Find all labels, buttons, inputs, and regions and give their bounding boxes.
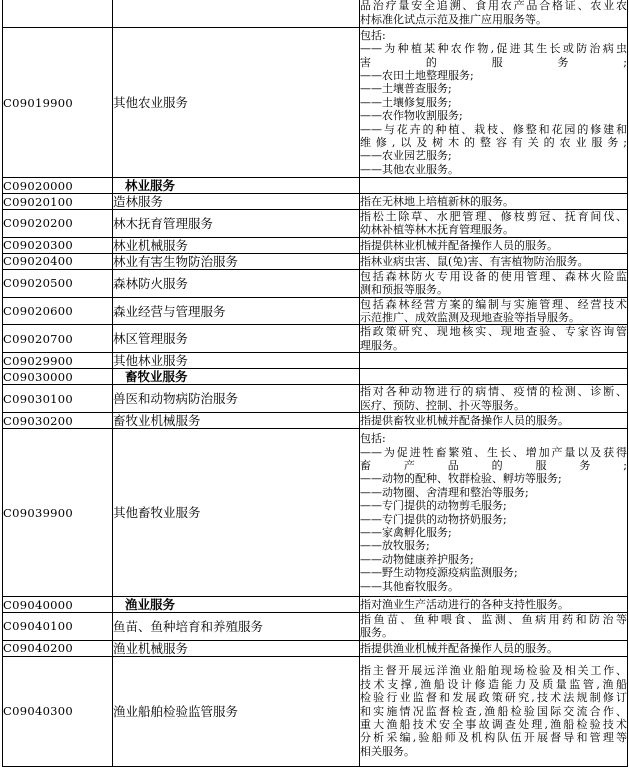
description-line: 指松土除草、水肥管理、修枝剪冠、抚育间伐、 xyxy=(360,210,627,223)
description-line: 指在无林地上培植新林的服务。 xyxy=(360,194,514,208)
description-cell xyxy=(360,210,628,238)
table-row xyxy=(3,194,628,210)
table-row xyxy=(3,656,628,766)
description-cell xyxy=(360,0,628,28)
description-line: ——动物健康养护服务; xyxy=(360,552,474,566)
table-row xyxy=(3,210,628,238)
code-cell: C09040000 xyxy=(3,597,113,613)
description-line: 检验行业监督和发展政策研究,技术法规制修订 xyxy=(360,691,627,705)
code-cell: C09030000 xyxy=(3,369,113,385)
description-cell xyxy=(360,237,628,253)
service-name-cell: 森业经营与管理服务 xyxy=(113,297,360,325)
description-line: ——专门提供的动物剪毛服务; xyxy=(360,499,507,513)
service-name-cell: 林木抚育管理服务 xyxy=(113,210,360,238)
code-cell: C09040300 xyxy=(3,656,113,766)
table-row xyxy=(3,613,628,641)
description-line: 维修,以及树木的整容有关的农业服务; xyxy=(360,136,627,150)
description-cell xyxy=(360,325,628,353)
description-line: 包括森林经营方案的编制与实施管理、经营技术 xyxy=(360,297,627,311)
service-name-cell: 鱼苗、鱼种培育和养殖服务 xyxy=(113,613,360,641)
description-line: 指提供畜牧业机械并配备操作人员的服务。 xyxy=(360,413,569,427)
code-cell: C09020400 xyxy=(3,253,113,269)
service-name-cell: 兽医和动物病防治服务 xyxy=(113,385,360,413)
code-cell: C09020500 xyxy=(3,269,113,297)
service-name-cell: 其他林业服务 xyxy=(113,353,360,369)
table-row xyxy=(3,0,628,28)
code-cell: C09030100 xyxy=(3,385,113,413)
table-row xyxy=(3,413,628,429)
code-cell: C09029900 xyxy=(3,353,113,369)
description-line: 包括: xyxy=(360,432,386,446)
table-row xyxy=(3,429,628,597)
description-line: 畜产品的服务; xyxy=(360,458,627,472)
description-line: ——动物圈、舍清理和整治等服务; xyxy=(360,485,529,499)
code-cell: C09040200 xyxy=(3,640,113,656)
category-name-cell: 林业服务 xyxy=(113,178,360,194)
description-line: ——其他畜牧服务。 xyxy=(360,579,459,593)
description-cell xyxy=(360,413,628,429)
description-line: 指政策研究、现地核实、现地查验、专家咨询管 xyxy=(360,325,627,339)
code-cell: C09020700 xyxy=(3,325,113,353)
description-line: 医疗、预防、控制、扑灭等服务。 xyxy=(360,398,525,412)
classification-table xyxy=(2,0,628,767)
description-cell xyxy=(360,613,628,641)
description-line: 指提供林业机械并配备操作人员的服务。 xyxy=(360,238,558,252)
table-row xyxy=(3,640,628,656)
description-cell xyxy=(360,640,628,656)
table-row xyxy=(3,297,628,325)
service-name-cell xyxy=(113,0,360,28)
description-line: 理服务。 xyxy=(360,338,404,352)
service-name-cell: 林业机械服务 xyxy=(113,237,360,253)
service-name-cell: 造林服务 xyxy=(113,194,360,210)
description-line: 指对渔业生产活动进行的各种支持性服务。 xyxy=(360,597,569,611)
description-line: 指主督开展远洋渔业船舶现场检验及相关工作、 xyxy=(360,664,627,678)
category-name-cell: 畜牧业服务 xyxy=(113,369,360,385)
service-name-cell: 渔业船舶检验监管服务 xyxy=(113,656,360,766)
service-name-cell: 畜牧业机械服务 xyxy=(113,413,360,429)
code-cell: C09030200 xyxy=(3,413,113,429)
category-row xyxy=(3,178,628,194)
description-line: 品治疗量安全追溯、食用农产品合格证、农业农 xyxy=(360,0,627,13)
description-line: 相关服务。 xyxy=(360,744,415,758)
description-line: ——为促进牲畜繁殖、生长、增加产量以及获得 xyxy=(360,445,627,459)
description-cell xyxy=(360,297,628,325)
description-cell xyxy=(360,656,628,766)
table-row xyxy=(3,28,628,178)
table-row xyxy=(3,253,628,269)
description-line: 幼林补植等林木抚育管理服务。 xyxy=(360,223,514,237)
description-line: ——专门提供的动物挤奶服务; xyxy=(360,512,507,526)
code-cell: C09040100 xyxy=(3,613,113,641)
code-cell: C09020300 xyxy=(3,237,113,253)
service-name-cell: 林区管理服务 xyxy=(113,325,360,353)
service-name-cell: 渔业机械服务 xyxy=(113,640,360,656)
description-line: ——农业园艺服务; xyxy=(360,149,452,163)
table-row xyxy=(3,237,628,253)
code-cell: C09020200 xyxy=(3,210,113,238)
description-cell xyxy=(360,385,628,413)
description-line: 服务。 xyxy=(360,626,393,640)
service-name-cell: 其他畜牧业服务 xyxy=(113,429,360,597)
description-cell xyxy=(360,253,628,269)
description-line: 技术支撑,渔船设计修造能力及质量监管,渔船 xyxy=(360,677,627,691)
description-line: 示范推广、成效监测及现地查验等指导服务。 xyxy=(360,311,580,325)
description-cell xyxy=(360,429,628,597)
description-line: 分析采编,验船师及机构队伍开展督导和管理等 xyxy=(360,731,627,745)
description-line: 包括森林防火专用设备的使用管理、森林火险监 xyxy=(360,269,627,283)
description-line: ——土壤修复服务; xyxy=(360,95,452,109)
description-line: 指鱼苗、鱼种喂食、监测、鱼病用药和防治等 xyxy=(360,613,627,627)
description-line: 指林业病虫害、鼠(兔)害、有害植物防治服务。 xyxy=(360,254,589,268)
description-cell xyxy=(360,269,628,297)
service-name-cell: 林业有害生物防治服务 xyxy=(113,253,360,269)
category-row xyxy=(3,597,628,613)
description-line: ——农作物收割服务; xyxy=(360,109,463,123)
description-line: 指提供渔业机械并配备操作人员的服务。 xyxy=(360,641,558,655)
code-cell: C09019900 xyxy=(3,28,113,178)
description-line: 村标准化试点示范及推广应用服务等。 xyxy=(360,12,547,26)
description-line: ——野生动物疫源疫病监测服务; xyxy=(360,566,518,580)
description-cell xyxy=(360,28,628,178)
description-line: 包括: xyxy=(360,28,386,42)
description-line: 测和预报等服务。 xyxy=(360,283,448,297)
description-cell xyxy=(360,369,628,385)
code-cell: C09020000 xyxy=(3,178,113,194)
description-line: ——放牧服务; xyxy=(360,539,430,553)
description-line: ——其他农业服务。 xyxy=(360,162,459,176)
code-cell: C09020100 xyxy=(3,194,113,210)
description-line: ——农田土地整理服务; xyxy=(360,68,474,82)
category-row xyxy=(3,369,628,385)
description-line: ——为种植某种农作物,促进其生长或防治病虫 xyxy=(360,42,627,56)
table-body xyxy=(3,0,628,766)
description-line: 重大渔船技术安全事故调查处理,渔船检验技术 xyxy=(360,718,627,732)
description-line: ——动物的配种、牧群检验、孵坊等服务; xyxy=(360,472,562,486)
table-row xyxy=(3,353,628,369)
service-name-cell: 其他农业服务 xyxy=(113,28,360,178)
description-line: ——土壤普查服务; xyxy=(360,82,452,96)
description-line: 和实施情况监督检查,渔船检验国际交流合作、 xyxy=(360,704,627,718)
table-row xyxy=(3,325,628,353)
description-line: ——家禽孵化服务; xyxy=(360,525,452,539)
table-row xyxy=(3,385,628,413)
description-cell xyxy=(360,178,628,194)
description-line: 害的服务; xyxy=(360,55,627,69)
table-row xyxy=(3,269,628,297)
code-cell: C09020600 xyxy=(3,297,113,325)
service-name-cell: 森林防火服务 xyxy=(113,269,360,297)
code-cell xyxy=(3,0,113,28)
description-line: ——与花卉的种植、栽枝、修整和花园的修建和 xyxy=(360,122,627,136)
description-line: 指对各种动物进行的病情、疫情的检测、诊断、 xyxy=(360,385,627,399)
category-name-cell: 渔业服务 xyxy=(113,597,360,613)
code-cell: C09039900 xyxy=(3,429,113,597)
description-cell xyxy=(360,597,628,613)
description-cell xyxy=(360,194,628,210)
description-cell xyxy=(360,353,628,369)
